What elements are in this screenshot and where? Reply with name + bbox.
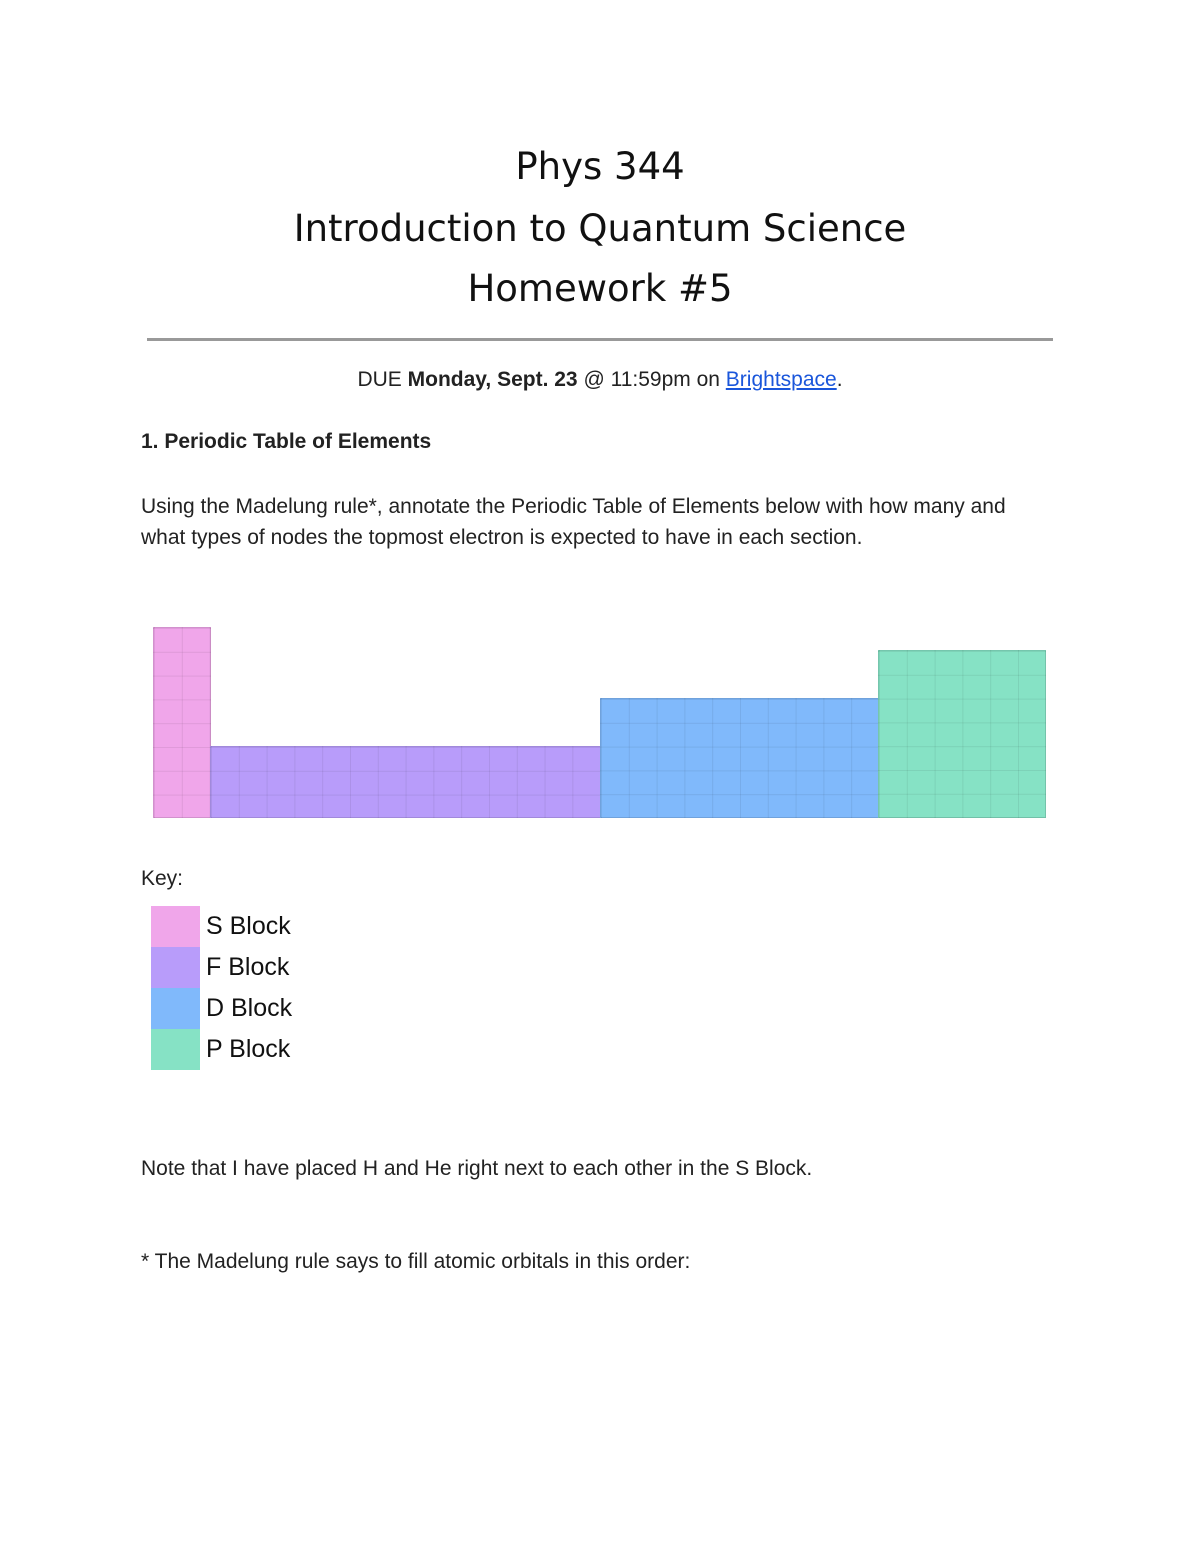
- madelung-footnote: * The Madelung rule says to fill atomic orbitals in this order:: [141, 1250, 691, 1273]
- d-block-swatch: [151, 988, 200, 1029]
- due-middle: @ 11:59pm on: [577, 368, 726, 391]
- due-date: Monday, Sept. 23: [407, 368, 578, 391]
- due-suffix: .: [836, 368, 843, 391]
- key-item-label: S Block: [206, 912, 291, 940]
- course-code: Phys 344: [515, 145, 685, 188]
- p-block-region: [878, 650, 1046, 818]
- f-block-region: [210, 746, 601, 818]
- due-line: [0, 368, 1200, 392]
- d-block-region: [600, 698, 879, 818]
- p-block-swatch: [151, 1029, 200, 1070]
- brightspace-link[interactable]: Brightspace: [725, 368, 837, 391]
- periodic-table-diagram: [153, 627, 1046, 818]
- assignment-title: Homework #5: [467, 267, 733, 310]
- course-title: Introduction to Quantum Science: [293, 207, 907, 250]
- key-item-label: D Block: [206, 994, 293, 1022]
- f-block-swatch: [151, 947, 200, 988]
- key-item-label: F Block: [206, 953, 290, 981]
- s-block-region: [153, 627, 211, 818]
- key-item-label: P Block: [206, 1035, 291, 1063]
- key-label: Key:: [141, 867, 184, 890]
- question-body: Using the Madelung rule*, annotate the Periodic Table of Elements below with how many and what types of nodes the topmost electron is expected to have in each section.: [141, 495, 1006, 549]
- question-heading: 1. Periodic Table of Elements: [141, 430, 432, 453]
- title-divider: [147, 338, 1053, 341]
- s-block-swatch: [151, 906, 200, 947]
- placement-note: Note that I have placed H and He right next to each other in the S Block.: [141, 1157, 813, 1180]
- due-prefix: DUE: [357, 368, 408, 391]
